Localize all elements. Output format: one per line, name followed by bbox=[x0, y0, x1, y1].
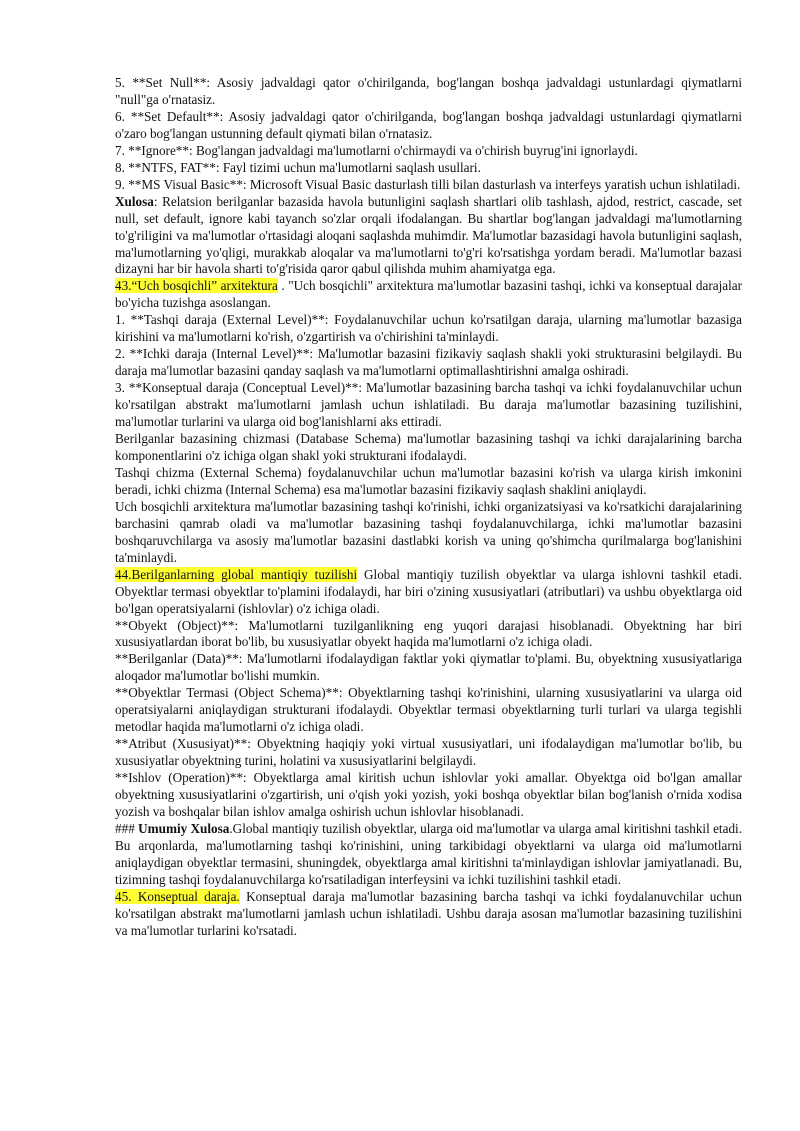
paragraph-q44 bbox=[115, 567, 742, 618]
paragraph-object-schema: **Obyektlar Termasi (Object Schema)**: Obyektlarning tashqi ko'rinishini, ularning xususiyatlarini va ularga oid operatsiyalarni aniqlaydigan strukturani ifodalaydi. Obyektlar termasi obyektlarning turli turlari va ularga tegishli metodlar haqida ma'lumotlarni o'z ichiga oladi. bbox=[115, 685, 742, 735]
umumiy-xulosa-text: .Global mantiqiy tuzilish obyektlar, ularga oid ma'lumotlar va ularga amal kiritishni tashkil etadi. Bu arqonlarda, ma'lumotlarning tashqi ko'rinishini, uning tarkibidagi obyektlarni va ularga oid ma'lumotlarni aniqlaydigan obyektlar termasini, shuningdek, obyektlarga amal kiritishni ta'minlaydigan ishlovlar jamiyatlanadi. Bu, tizimning tashqi foydalanuvchilarga ko'rsatiladigan interfeysini va ichki tuzilishini tashkil etadi. bbox=[115, 820, 743, 887]
paragraph-set-null: 5. **Set Null**: Asosiy jadvaldagi qator o'chirilganda, bog'langan boshqa jadvaldagi ustunlardagi qiymatlarni "null"ga o'rnatasiz. bbox=[115, 75, 742, 107]
paragraph-data: **Berilganlar (Data)**: Ma'lumotlarni ifodalaydigan faktlar yoki qiymatlar to'plami. Bu, obyektning xususiyatlariga aloqador ma'lumotlar bo'lishi mumkin. bbox=[115, 651, 742, 684]
paragraph-internal-level: 2. **Ichki daraja (Internal Level)**: Ma'lumotlar bazasini fizikaviy saqlash shakli yoki strukturasini belgilaydi. Bu daraja ma'lumotlar bazasini qanday saqlash va ma'lumotlarni optimallashtirishni amalga oshiradi. bbox=[115, 346, 742, 379]
paragraph-operation: **Ishlov (Operation)**: Obyektlarga amal kiritish uchun ishlovlar yoki amallar. Obyektga oid bo'lgan amallar obyektning xususiyatlarini o'zgartirish, uni o'qish yoki yozish, yoki boshqa obyektlar bilan bog'lanish o'rnida xodisa yozish va boshqalar bilan ishlov amalga oshirish uchun ishlovlar hisoblanadi. bbox=[115, 770, 742, 819]
paragraph-three-level-summary: Uch bosqichli arxitektura ma'lumotlar bazasining tashqi ko'rinishi, ichki organizatsiyasi va ko'rsatkichi darajalarining barchasini qamrab oladi va ma'lumotlar bazasining tashqi foydalanuvchilarga, ichki ma'lumotlar bazasini boshqaruvchilarga va asosiy ma'lumotlar bazasini dastlabki korish va uning qo'shimcha qurilmalarga bog'lanishini ta'minlaydi. bbox=[115, 498, 742, 565]
umumiy-xulosa-prefix: ### bbox=[115, 820, 139, 836]
paragraph-attribute: **Atribut (Xususiyat)**: Obyektning haqiqiy yoki virtual xususiyatlari, uni ifodalaydigan ma'lumotlar bo'lib, bu xususiyatlar obyektning turini, holatini va xususiyatlarini belgilaydi. bbox=[115, 736, 742, 769]
paragraph-external-level: 1. **Tashqi daraja (External Level)**: Foydalanuvchilar uchun ko'rsatilgan daraja, ularning ma'lumotlar bazasiga kirishini va ma'lumotlarni ko'rish, o'zgartirish va o'chirishini ta'minlaydi. bbox=[115, 312, 742, 345]
paragraph-database-schema: Berilganlar bazasining chizmasi (Database Schema) ma'lumotlar bazasining tashqi va ichki darajalarining barcha komponentlarini o'z ichiga olgan shakl yoki strukturani ifodalaydi. bbox=[115, 431, 742, 463]
document-page bbox=[115, 75, 742, 940]
paragraph-ignore: 7. **Ignore**: Bog'langan jadvaldagi ma'lumotlarni o'chirmaydi va o'chirish buyrug'ini ignorlaydi. bbox=[115, 142, 638, 158]
q45-heading-highlight: 45. Konseptual daraja. bbox=[115, 888, 240, 904]
paragraph-q43 bbox=[115, 278, 742, 312]
q44-text: Global mantiqiy tuzilish obyektlar va ularga ishlovni tashkil etadi. Obyektlar termasi obyektlar to'plamini ifodalaydi, har biri o'zining xususiyatlari (atributlari) va ushbu obyektlarga oid bo'lgan operatsiyalarni (ishlovlar) o'z ichiga oladi. bbox=[115, 566, 742, 616]
paragraph-q45 bbox=[115, 889, 742, 940]
paragraph-set-default: 6. **Set Default**: Asosiy jadvaldagi qator o'chirilganda, bog'langan boshqa jadvaldagi ustunlardagi qiymatlarni o'zaro bog'langan ustunning default qiymati bilan o'rnatasiz. bbox=[115, 108, 742, 141]
q43-heading-highlight: 43.“Uch bosqichli” arxitektura bbox=[115, 278, 278, 294]
paragraph-ms-visual-basic: 9. **MS Visual Basic**: Microsoft Visual Basic dasturlash tilli bilan dasturlash va interfeys yaratish uchun ishlatiladi. bbox=[115, 176, 741, 192]
xulosa-text: : Relatsion berilganlar bazasida havola butunligini saqlash shartlari olib tashlash, ajdod, restrict, cascade, set null, set default, ignore kabi tayanch so'zlar orqali ifodalangan. Bu shartlar bog'langan jadvaldagi ma'lumotlarning to'g'riligini va ma'lumotlar o'rtasidagi aloqani saqlashda muhimdir. Ma'lumotlar bazasidagi havola butunligini saqlash, ma'lumotlarning yo'qligi, murakkab aloqalar va ma'lumotlarni to'g'ri ko'rsatishga yordam beradi. Ma'lumotlar bazasi dizayni har bir havola sharti to'g'risida qaror qabul qilishda muhim ahamiyatga ega. bbox=[115, 193, 742, 277]
paragraph-umumiy-xulosa bbox=[115, 821, 742, 889]
q43-text: . "Uch bosqichli" arxitektura ma'lumotlar bazasini tashqi, ichki va konseptual darajalar bo'yicha tuzishga asoslangan. bbox=[115, 278, 742, 311]
paragraph-external-schema: Tashqi chizma (External Schema) foydalanuvchilar uchun ma'lumotlar bazasini ko'rish va ularga kirish imkonini beradi, ichki chizma (Internal Schema) esa ma'lumotlar bazasini fizikaviy saqlash shaklini aniqlaydi. bbox=[115, 464, 742, 497]
q44-heading-highlight: 44.Berilganlarning global mantiqiy tuzilishi bbox=[115, 566, 358, 582]
xulosa-heading: Xulosa bbox=[115, 193, 154, 209]
q45-text: Konseptual daraja ma'lumotlar bazasining barcha tashqi va ichki foydalanuvchilar uchun ko'rsatilgan abstrakt ma'lumotlarni jamlash uchun ishlatiladi. Ushbu daraja asosan ma'lumotlar bazasining tuzilishini va ma'lumotlar turlarini ko'rsatadi. bbox=[115, 888, 742, 938]
paragraph-ntfs-fat: 8. **NTFS, FAT**: Fayl tizimi uchun ma'lumotlarni saqlash usullari. bbox=[115, 159, 481, 175]
paragraph-object: **Obyekt (Object)**: Ma'lumotlarni tuzilganlikning eng yuqori darajasi hisoblanadi. Obyektning har biri xususiyatlardan iborat bo'lib, bu xususiyatlar obyekt haqida ma'lumotlarni o'z ichiga oladi. bbox=[115, 617, 742, 650]
paragraph-xulosa bbox=[115, 194, 742, 279]
umumiy-xulosa-heading: Umumiy Xulosa bbox=[138, 820, 230, 836]
paragraph-conceptual-level: 3. **Konseptual daraja (Conceptual Level)**: Ma'lumotlar bazasining barcha tashqi va ichki foydalanuvchilar uchun ko'rsatilgan abstrakt ma'lumotlarni jamlash uchun ishlatiladi. Bu daraja ma'lumotlar bazasining tuzilishini, ma'lumotlar turlarini va ularga oid bog'lanishlarni aks ettiradi. bbox=[115, 380, 742, 430]
